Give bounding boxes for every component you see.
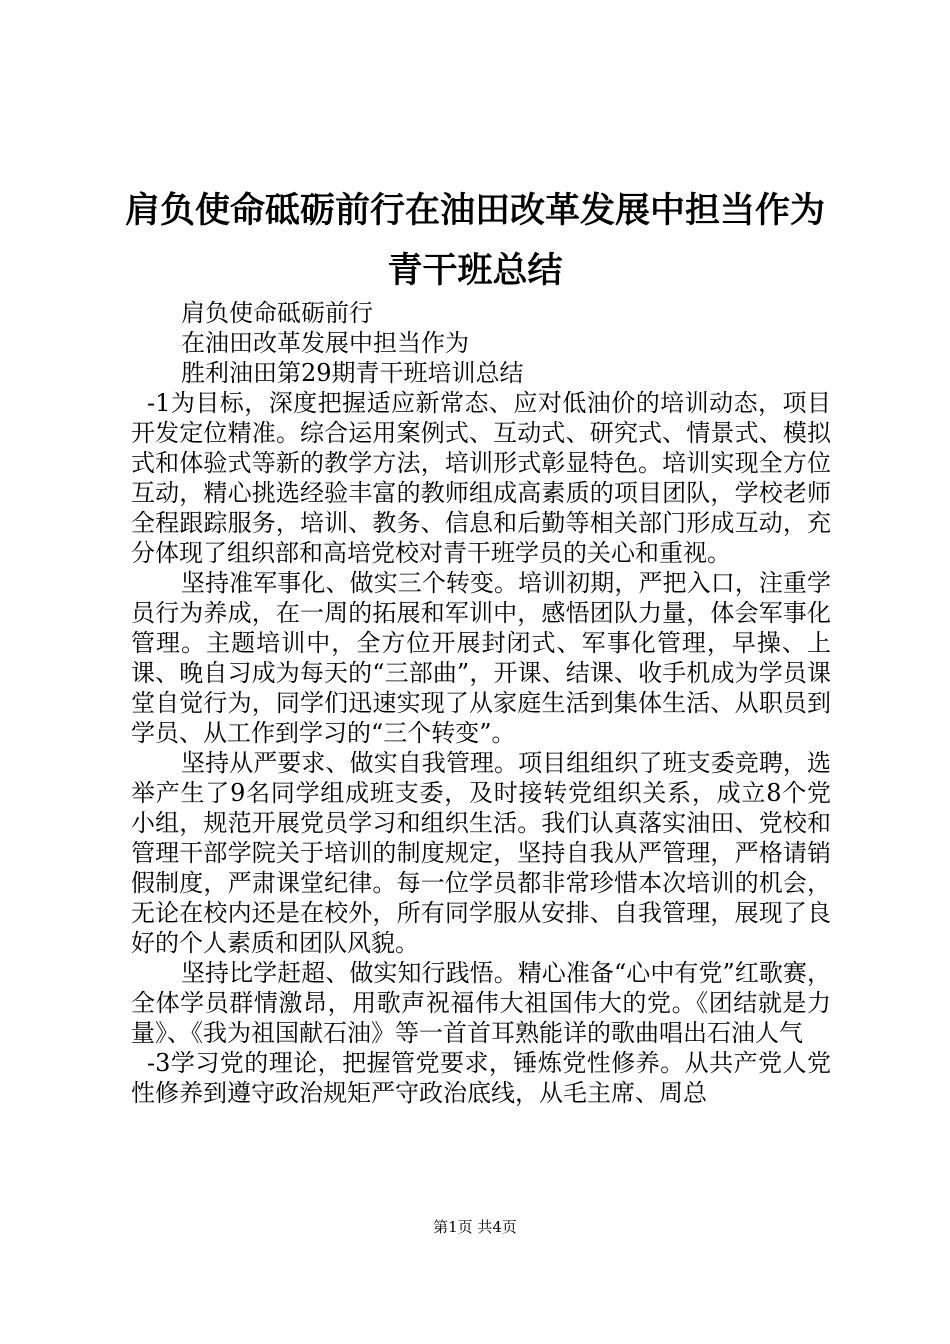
document-title-line-1: 肩负使命砥砺前行在油田改革发展中担当作为 bbox=[124, 191, 825, 231]
subheading-3: 胜利油田第29期青干班培训总结 bbox=[181, 359, 524, 387]
paragraph-1: -1为目标，深度把握适应新常态、应对低油价的培训动态，项目开发定位精准。综合运用案例式、互动式、研究式、情景式、模拟式和体验式等新的教学方法，培训形式彰显特色。培训实现全方位互动，精心挑选经验丰富的教师组成高素质的项目团队，学校老师全程跟踪服务，培训、教务、信息和后勤等相关部门形成互动，充分体现了组织部和高培党校对青干班学员的关心和重视。 bbox=[131, 389, 831, 567]
paragraph-4: 坚持比学赶超、做实知行践悟。精心准备“心中有党”红歌赛，全体学员群情激昂，用歌声祝福伟大祖国伟大的党。《团结就是力量》、《我为祖国献石油》等一首首耳熟能详的歌曲唱出石油人气 bbox=[131, 959, 831, 1047]
paragraph-2: 坚持准军事化、做实三个转变。培训初期，严把入口，注重学员行为养成，在一周的拓展和军训中，感悟团队力量，体会军事化管理。主题培训中，全方位开展封闭式、军事化管理，早操、上课、晚自习成为每天的“三部曲”，开课、结课、收手机成为学员课堂自觉行为，同学们迅速实现了从家庭生活到集体生活、从职员到学员、从工作到学习的“三个转变”。 bbox=[131, 569, 831, 747]
document-body bbox=[131, 298, 831, 1108]
document-title-line-2: 青干班总结 bbox=[387, 251, 563, 291]
subheading-1: 肩负使命砥砺前行 bbox=[181, 299, 373, 327]
paragraph-3: 坚持从严要求、做实自我管理。项目组组织了班支委竞聘，选举产生了9名同学组成班支委，及时接转党组织关系，成立8个党小组，规范开展党员学习和组织生活。我们认真落实油田、党校和管理干部学院关于培训的制度规定，坚持自我从严管理，严格请销假制度，严肃课堂纪律。每一位学员都非常珍惜本次培训的机会，无论在校内还是在校外，所有同学服从安排、自我管理，展现了良好的个人素质和团队风貌。 bbox=[131, 749, 831, 957]
page-number-footer: 第1页 共4页 bbox=[433, 1218, 517, 1236]
paragraph-5: -3学习党的理论，把握管党要求，锤炼党性修养。从共产党人党性修养到遵守政治规矩严守政治底线，从毛主席、周总 bbox=[131, 1049, 831, 1107]
subheading-2: 在油田改革发展中担当作为 bbox=[181, 329, 469, 357]
